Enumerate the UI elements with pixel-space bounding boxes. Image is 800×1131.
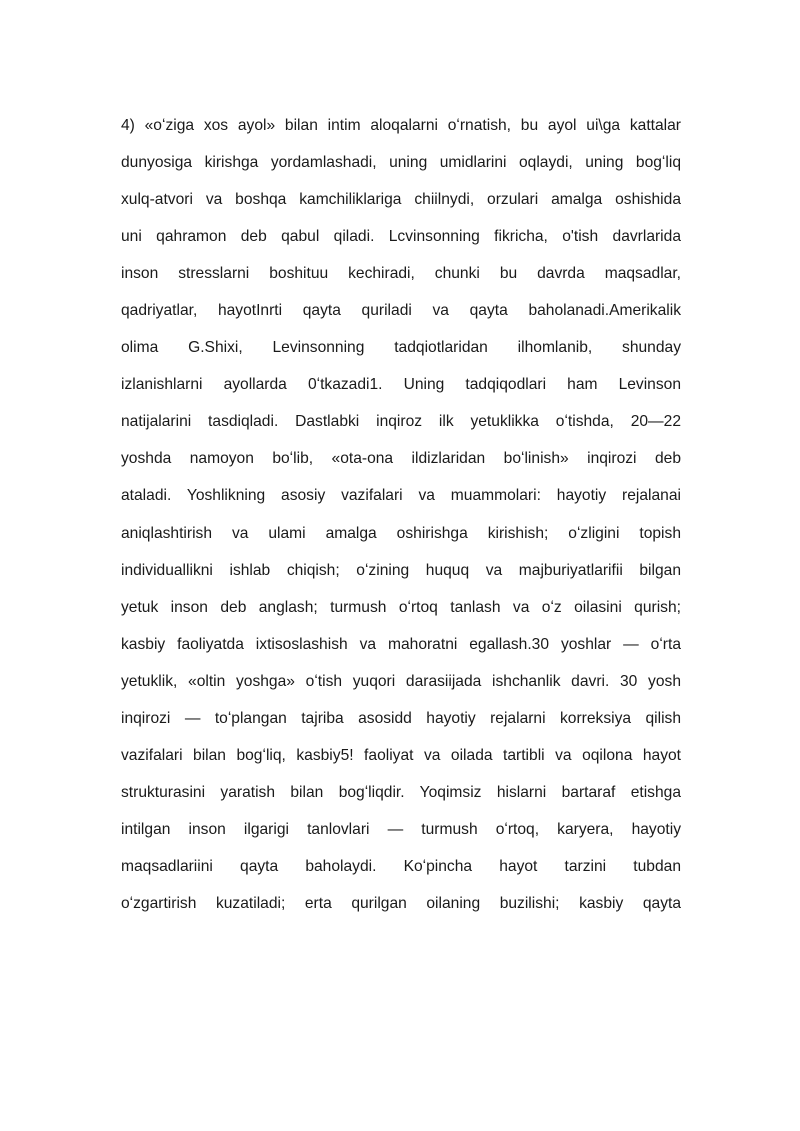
text-line: izlanishlarni ayollarda 0ʻtkazadi1. Uning tadqiqodlari ham Levinson [121, 376, 681, 394]
text-line: dunyosiga kirishga yordamlashadi, uning umidlarini oqlaydi, uning bogʻliq [121, 154, 681, 172]
text-line: qadriyatlar, hayotInrti qayta quriladi va qayta baholanadi.Amerikalik [121, 302, 681, 320]
text-line: olima G.Shixi, Levinsonning tadqiotlaridan ilhomlanib, shunday [121, 339, 681, 357]
text-line: uni qahramon deb qabul qiladi. Lcvinsonning fikricha, o'tish davrlarida [121, 228, 681, 246]
text-line: ataladi. Yoshlikning asosiy vazifalari va muammolari: hayotiy rejalanai [121, 487, 681, 505]
text-line: maqsadlariini qayta baholaydi. Koʻpincha hayot tarzini tubdan [121, 857, 681, 875]
body-paragraph [121, 107, 681, 922]
text-line: natijalarini tasdiqladi. Dastlabki inqiroz ilk yetuklikka oʻtishda, 20—22 [121, 413, 681, 431]
text-line: vazifalari bilan bogʻliq, kasbiy5! faoliyat va oilada tartibli va oqilona hayot [121, 746, 681, 764]
text-line: intilgan inson ilgarigi tanlovlari — turmush oʻrtoq, karyera, hayotiy [121, 820, 681, 838]
text-line: individuallikni ishlab chiqish; oʻzining huquq va majburiyatlarifii bilgan [121, 561, 681, 579]
text-line: yoshda namoyon boʻlib, «ota-ona ildizlaridan boʻlinish» inqirozi deb [121, 450, 681, 468]
text-line: inqirozi — toʻplangan tajriba asosidd hayotiy rejalarni korreksiya qilish [121, 709, 681, 727]
text-line: aniqlashtirish va ulami amalga oshirishga kirishish; oʻzligini topish [121, 524, 681, 542]
text-line: 4) «oʻziga xos ayol» bilan intim aloqalarni oʻrnatish, bu ayol ui\ga kattalar [121, 117, 681, 134]
text-line: kasbiy faoliyatda ixtisoslashish va mahoratni egallash.30 yoshlar — oʻrta [121, 635, 681, 653]
text-line: yetuklik, «oltin yoshga» oʻtish yuqori darasiijada ishchanlik davri. 30 yosh [121, 672, 681, 690]
text-line: inson stresslarni boshituu kechiradi, chunki bu davrda maqsadlar, [121, 265, 681, 283]
text-line: strukturasini yaratish bilan bogʻliqdir. Yoqimsiz hislarni bartaraf etishga [121, 783, 681, 801]
text-line: oʻzgartirish kuzatiladi; erta qurilgan oilaning buzilishi; kasbiy qayta [121, 894, 681, 912]
text-line: yetuk inson deb anglash; turmush oʻrtoq tanlash va oʻz oilasini qurish; [121, 598, 681, 616]
text-line: xulq-atvori va boshqa kamchiliklariga chiilnydi, orzulari amalga oshishida [121, 191, 681, 209]
